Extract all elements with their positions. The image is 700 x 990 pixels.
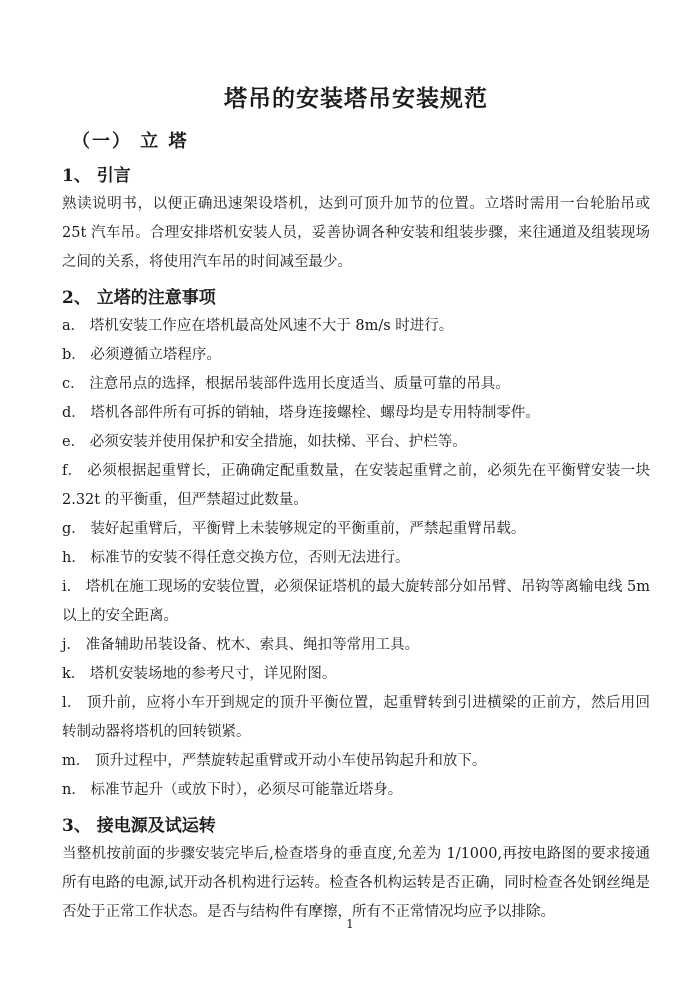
list-item: b． 必须遵循立塔程序。 [62, 347, 221, 363]
subsection-heading-intro: 1、 引言 [62, 166, 131, 186]
intro-paragraph: 熟读说明书，以便正确迅速架设塔机，达到可顶升加节的位置。立塔时需用一台轮胎吊或 25t 汽车吊。合理安排塔机安装人员，妥善协调各种安装和组装步骤，来往通道及组装现场之间的关系，将使用汽车吊的时间减至最少。 [62, 196, 650, 270]
list-item: g． 装好起重臂后，平衡臂上未装够规定的平衡重前，严禁起重臂吊载。 [62, 521, 526, 537]
section-heading: （一） 立 塔 [72, 131, 189, 152]
list-item: n． 标准节起升（或放下时），必须尽可能靠近塔身。 [62, 782, 403, 798]
list-item: f． 必须根据起重臂长，正确确定配重数量，在安装起重臂之前，必须先在平衡臂安装一块 2.32t 的平衡重，但严禁超过此数量。 [62, 463, 650, 508]
list-item: k． 塔机安装场地的参考尺寸，详见附图。 [62, 666, 337, 682]
list-item: c． 注意吊点的选择，根据吊装部件选用长度适当、质量可靠的吊具。 [62, 376, 510, 392]
document-title: 塔吊的安装塔吊安装规范 [224, 85, 488, 112]
list-item: m． 顶升过程中，严禁旋转起重臂或开动小车使吊钩起升和放下。 [62, 753, 487, 769]
list-item: h． 标准节的安装不得任意交换方位，否则无法进行。 [62, 550, 410, 566]
page-number: 1 [346, 917, 354, 931]
list-item: j． 准备辅助吊装设备、枕木、索具、绳扣等常用工具。 [62, 637, 420, 653]
list-item: i． 塔机在施工现场的安装位置，必须保证塔机的最大旋转部分如吊臂、吊钩等离输电线 5m 以上的安全距离。 [62, 579, 650, 624]
subsection-heading-precautions: 2、 立塔的注意事项 [62, 288, 216, 308]
list-item: e． 必须安装并使用保护和安全措施，如扶梯、平台、护栏等。 [62, 434, 467, 450]
list-item: d． 塔机各部件所有可拆的销轴，塔身连接螺栓、螺母均是专用特制零件。 [62, 405, 540, 421]
list-item: a． 塔机安装工作应在塔机最高处风速不大于 8m/s 时进行。 [62, 318, 454, 334]
power-paragraph: 当整机按前面的步骤安装完毕后,检查塔身的垂直度,允差为 1/1000,再按电路图的要求接通所有电路的电源,试开动各机构进行运转。检查各机构运转是否正确，同时检查各处钢丝绳是否处于正常工作状态。是否与结构件有摩擦，所有不正常情况均应予以排除。 [62, 846, 650, 920]
list-item: l． 顶升前，应将小车开到规定的顶升平衡位置，起重臂转到引进横梁的正前方，然后用回转制动器将塔机的回转锁紧。 [62, 695, 650, 740]
precautions-list [62, 312, 650, 805]
subsection-heading-power: 3、 接电源及试运转 [62, 816, 216, 836]
